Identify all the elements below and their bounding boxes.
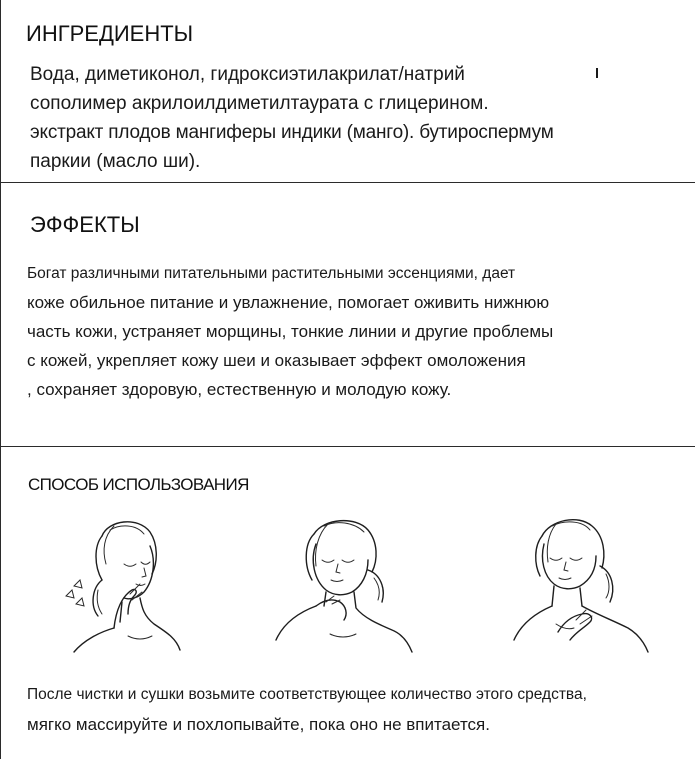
ingredients-line: экстракт плодов мангиферы индики (манго). бутироспермум <box>30 122 554 143</box>
usage-step-2-illustration <box>268 510 418 656</box>
effects-line: с кожей, укрепляет кожу шеи и оказывает эффект омоложения <box>27 351 526 370</box>
ingredients-line: сополимер акрилоилдиметилтаурата с глицерином. <box>30 93 489 114</box>
ingredients-text <box>30 60 554 176</box>
usage-title: СПОСОБ ИСПОЛЬЗОВАНИЯ <box>28 475 249 494</box>
chest-apply-icon <box>506 510 654 656</box>
effects-line: Богат различными питательными растительными эссенциями, дает <box>27 265 516 282</box>
section-divider <box>0 182 695 183</box>
ingredients-line: Вода, диметиконол, гидроксиэтилакрилат/натрий <box>30 64 465 85</box>
effects-line: коже обильное питание и увлажнение, помогает оживить нижнюю <box>27 293 550 312</box>
ingredients-title: ИНГРЕДИЕНТЫ <box>26 21 194 46</box>
usage-text <box>27 680 587 740</box>
effects-title: ЭФФЕКТЫ <box>30 212 140 237</box>
effects-line: , сохраняет здоровую, естественную и молодую кожу. <box>27 380 452 399</box>
effects-line: часть кожи, устраняет морщины, тонкие линии и другие проблемы <box>27 322 554 341</box>
usage-step-3-illustration <box>506 510 654 656</box>
usage-line: После чистки и сушки возьмите соответствующее количество этого средства, <box>27 686 587 703</box>
usage-step-1-illustration <box>44 510 184 656</box>
effects-text <box>27 259 553 404</box>
left-border <box>0 0 1 759</box>
face-pat-icon <box>44 510 184 656</box>
stray-mark <box>596 68 598 78</box>
neck-massage-icon <box>268 510 418 656</box>
usage-line: мягко массируйте и похлопывайте, пока оно не впитается. <box>27 715 490 734</box>
section-divider <box>0 446 695 447</box>
ingredients-line: паркии (масло ши). <box>30 151 201 172</box>
